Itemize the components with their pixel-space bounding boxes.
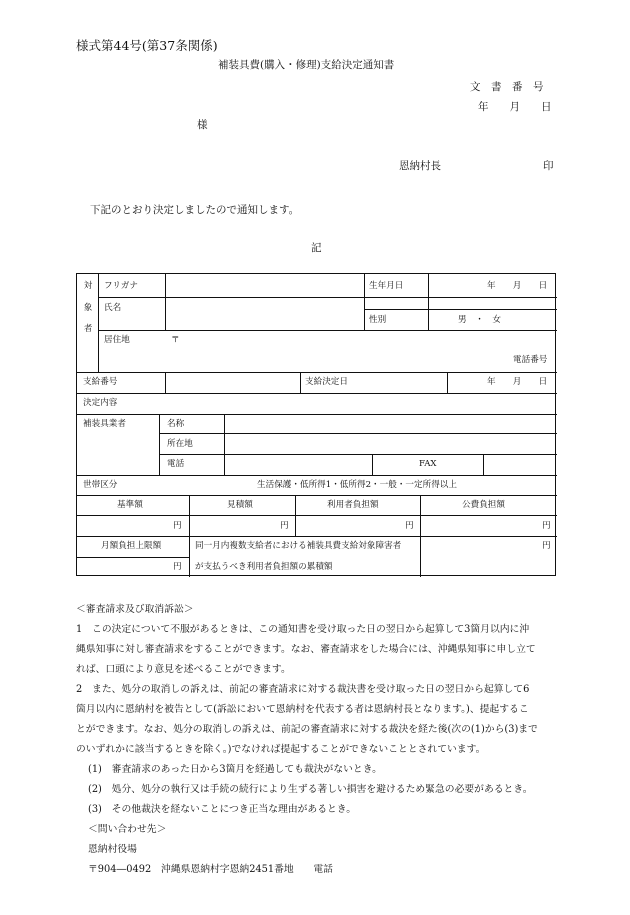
paragraph-2-line-1: 2 また、処分の取消しの訴えは、前記の審査請求に対する裁決書を受け取った日の翌日から起算して6 bbox=[76, 684, 530, 695]
estimate-yen: 円 bbox=[280, 521, 289, 531]
fax-label: FAX bbox=[419, 459, 437, 469]
birthdate-label: 生年月日 bbox=[369, 281, 404, 291]
vendor-name-label: 名称 bbox=[167, 419, 185, 429]
vendor-phone-label: 電話 bbox=[167, 459, 185, 469]
payment-number-label: 支給番号 bbox=[83, 377, 118, 387]
cumulative-yen: 円 bbox=[542, 541, 551, 551]
base-amount-label: 基準額 bbox=[117, 500, 143, 510]
user-burden-label: 利用者負担額 bbox=[327, 500, 379, 510]
postal-mark: 〒 bbox=[171, 335, 180, 345]
intro-text: 下記のとおり決定しましたので通知します。 bbox=[90, 204, 300, 216]
addressee-suffix: 様 bbox=[197, 119, 208, 131]
cumulative-label-line1: 同一月内複数支給者における補装具費支給対象障害者 bbox=[195, 541, 402, 551]
public-burden-yen: 円 bbox=[542, 521, 551, 531]
subject-label-3: 者 bbox=[83, 324, 93, 334]
address-label: 居住地 bbox=[104, 335, 130, 345]
document-date-label: 年 月 日 bbox=[478, 101, 552, 113]
paragraph-2-line-4: のいずれかに該当するときを除く。)でなければ提起することができないこととされています。 bbox=[76, 744, 486, 755]
estimate-label: 見積額 bbox=[227, 500, 253, 510]
monthly-limit-label: 月額負担上限額 bbox=[101, 541, 162, 551]
vendor-location-label: 所在地 bbox=[167, 439, 193, 449]
birthdate-value: 年 月 日 bbox=[487, 281, 548, 291]
monthly-limit-yen: 円 bbox=[173, 562, 182, 572]
decision-date-value: 年 月 日 bbox=[487, 377, 548, 387]
list-item: (3) その他裁決を経ないことにつき正当な理由があるとき。 bbox=[88, 804, 357, 815]
seal-mark: 印 bbox=[543, 160, 554, 172]
notes-heading: ＜審査請求及び取消訴訟＞ bbox=[76, 604, 194, 615]
cumulative-label-line2: が支払うべき利用者負担額の累積額 bbox=[195, 562, 333, 572]
vendor-label: 補装具業者 bbox=[83, 419, 126, 429]
paragraph-1-line-3: れば、口頭により意見を述べることができます。 bbox=[76, 664, 291, 675]
base-amount-yen: 円 bbox=[173, 521, 182, 531]
contact-address: 〒904―0492 沖縄県恩納村字恩納2451番地 電話 bbox=[88, 864, 333, 875]
paragraph-2-line-2: 箇月以内に恩納村を被告として(訴訟において恩納村を代表する者は恩納村長となります。)、提起するこ bbox=[76, 704, 529, 715]
notes-section bbox=[76, 600, 561, 880]
list-item: (1) 審査請求のあった日から3箇月を経過しても裁決がないとき。 bbox=[88, 764, 382, 775]
sex-options: 男 ・ 女 bbox=[458, 315, 501, 325]
subject-label-1: 対 bbox=[83, 281, 93, 291]
list-item: (2) 処分、処分の執行又は手続の続行により生ずる著しい損害を避けるため緊急の必要があるとき。 bbox=[88, 784, 533, 795]
document-number-label: 文 書 番 号 bbox=[470, 81, 544, 93]
user-burden-yen: 円 bbox=[405, 521, 414, 531]
paragraph-1-line-1: 1 この決定について不服があるときは、この通知書を受け取った日の翌日から起算して3箇月以内に沖 bbox=[76, 624, 530, 635]
paragraph-2-line-3: とができます。なお、処分の取消しの訴えは、前記の審査請求に対する裁決を経た後(次の(1)から(3)まで bbox=[76, 724, 538, 735]
sex-label: 性別 bbox=[369, 315, 387, 325]
ki-heading: 記 bbox=[311, 242, 322, 254]
contact-office: 恩納村役場 bbox=[88, 844, 137, 855]
document-title: 補装具費(購入・修理)支給決定通知書 bbox=[218, 59, 395, 71]
public-burden-label: 公費負担額 bbox=[462, 500, 505, 510]
household-label: 世帯区分 bbox=[83, 480, 118, 490]
decision-content-label: 決定内容 bbox=[83, 398, 118, 408]
subject-label-2: 象 bbox=[83, 303, 93, 313]
decision-date-label: 支給決定日 bbox=[305, 377, 348, 387]
household-options: 生活保護・低所得1・低所得2・一般・一定所得以上 bbox=[257, 480, 457, 490]
furigana-label: フリガナ bbox=[104, 281, 138, 291]
phone-number-label: 電話番号 bbox=[513, 355, 548, 365]
paragraph-1-line-2: 縄県知事に対し審査請求をすることができます。なお、審査請求をした場合には、沖縄県知事に申し立て bbox=[76, 644, 536, 655]
issuer-name: 恩納村長 bbox=[399, 160, 441, 172]
form-number: 様式第44号(第37条関係) bbox=[76, 38, 218, 53]
name-label: 氏名 bbox=[104, 303, 122, 313]
decision-form-table bbox=[76, 273, 556, 576]
contact-heading: ＜問い合わせ先＞ bbox=[88, 824, 167, 835]
